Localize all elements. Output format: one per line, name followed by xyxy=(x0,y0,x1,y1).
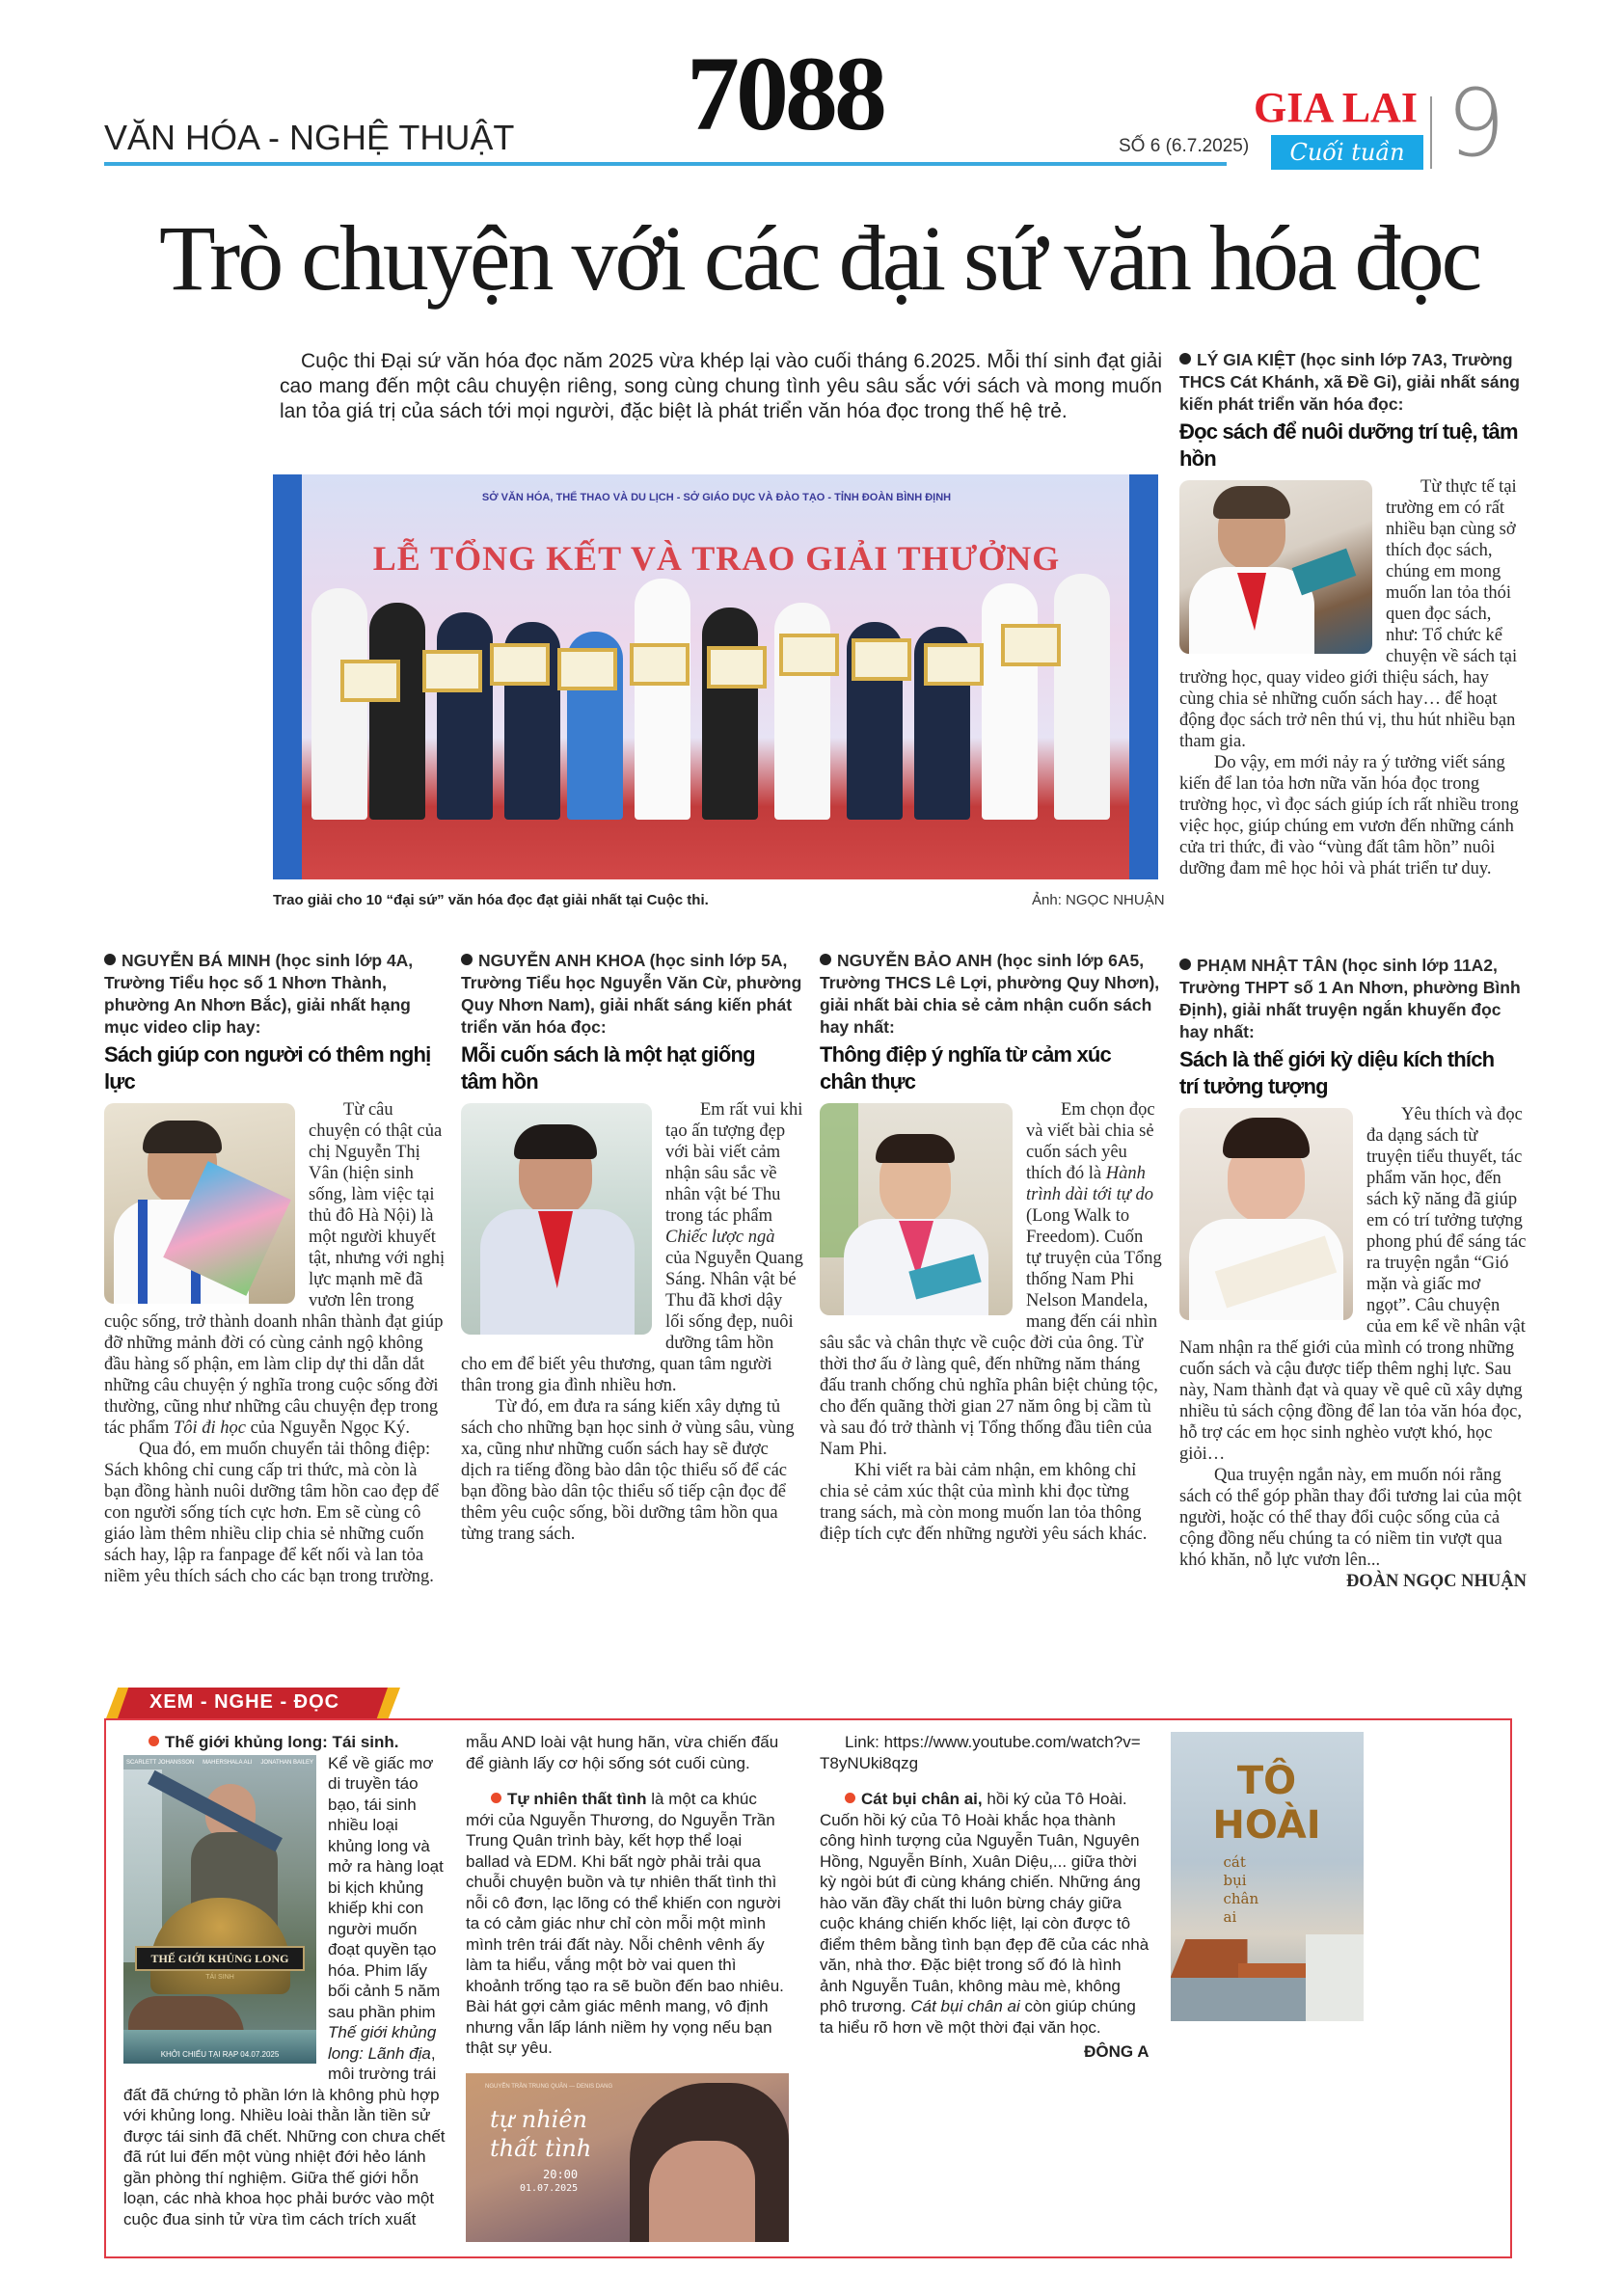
profile-nguyen-bao-anh xyxy=(820,950,1162,1545)
review-book xyxy=(820,1789,1150,2038)
profile-paragraph: Từ thực tế tại trường em có rất nhiều bạn cùng sở thích đọc sách, chúng em mong muốn lan tỏa thói quen đọc sách, như: Tổ chức kể chuyện về sách tại trường học, quay video giới thiệu sách, hay cùng chia sẻ những cuốn sách hay… để hoạt động đọc sách trở nên thú vị, thu hút nhiều bạn tham gia. xyxy=(1179,477,1518,751)
author-signature: ĐOÀN NGỌC NHUẬN xyxy=(1345,1572,1527,1591)
section-name: VĂN HÓA - NGHỆ THUẬT xyxy=(104,118,515,157)
cover-title-2: thất tình xyxy=(490,2135,592,2162)
book-title: Chiếc lược ngà xyxy=(665,1228,775,1247)
poster-actor: MAHERSHALA ALI xyxy=(203,1759,253,1766)
photo-credit: Ảnh: NGỌC NHUẬN xyxy=(1032,892,1165,908)
banner-organizers: SỞ VĂN HÓA, THỂ THAO VÀ DU LỊCH - SỞ GIÁO DỤC VÀ ĐÀO TẠO - TỈNH ĐOÀN BÌNH ĐỊNH xyxy=(481,492,952,503)
cover-credits: NGUYỄN TRẦN TRUNG QUÂN — DENIS DANG xyxy=(485,2084,613,2090)
banner-ceremony-title: LỄ TỔNG KẾT VÀ TRAO GIẢI THƯỞNG xyxy=(372,539,1061,578)
photo-nguyen-anh-khoa xyxy=(461,1103,652,1335)
profile-title-line2: tâm hồn xyxy=(461,1069,538,1094)
poster-actor: JONATHAN BAILEY xyxy=(260,1759,313,1766)
bullet-icon xyxy=(104,954,116,965)
headline: Trò chuyện với các đại sứ văn hóa đọc xyxy=(159,206,1480,310)
profile-paragraph: Từ câu chuyện có thật của chị Nguyễn Thị Vân (hiện sinh sống, làm việc tại thủ đô Hà Nội) là một người khuyết tật, nhưng với nghị lực mạnh mẽ đã vươn lên trong cuộc sống, trở thành doanh nhân thành đạt giúp đỡ những mảnh đời có cùng cảnh ngộ không đầu hàng số phận, em làm clip dự thi dẫn dắt những câu chuyện ý nghĩa trong cuộc sống đời thường, cũng như những câu chuyện đẹp trong tác phẩm xyxy=(104,1100,446,1438)
profile-paragraph: (Long Walk to Freedom). Cuốn tự truyện của Tổng thống Nam Phi Nelson Mandela, mang đến cái nhìn sâu sắc và chân thực về cuộc đời của ông. Từ thời thơ ấu ở làng quê, đến những năm tháng đấu tranh chống chủ nghĩa phân biệt chủng tộc, cho đến quãng thời gian 27 năm ông bị cầm tù và sau đó trở thành vị Tổng thống đầu tiên của Nam Phi. xyxy=(820,1206,1162,1459)
review-song xyxy=(466,1789,789,2059)
profile-paragraph: của Nguyễn Ngọc Ký. xyxy=(245,1418,411,1438)
profile-title-line2: chân thực xyxy=(820,1069,916,1094)
brand-logo-cuoi-tuan: Cuối tuần xyxy=(1271,135,1423,170)
profile-paragraph-closing xyxy=(1179,1465,1527,1591)
profile-title: Mỗi cuốn sách là một hạt giống xyxy=(461,1042,755,1067)
profile-title-line2: trí tưởng tượng xyxy=(1179,1074,1328,1098)
photo-nguyen-ba-minh xyxy=(104,1103,295,1304)
review-text: hồi ký của Tô Hoài. Cuốn hồi ký của Tô Hoài khắc họa thành công hình tượng của Nguyễn Tuân, Nguyên Hồng, Nguyễn Bính, Xuân Diệu,... giữa thời kỳ ngòi bút đi cùng kháng chiến. Những áng hào văn đầy chất thi luôn bừng cháy giữa cuộc kháng chiến khốc liệt, lại còn được tô điểm thêm bằng tình bạn đẹp đẽ của các nhà văn, nhà thơ. Đặc biệt trong số đó là hình ảnh Nguyễn Tuân, không màu mè, không phô trương. xyxy=(820,1790,1150,2015)
hero-caption: Trao giải cho 10 “đại sứ” văn hóa đọc đạt giải nhất tại Cuộc thi. xyxy=(273,892,709,908)
profile-title: Sách là thế giới kỳ diệu kích thích xyxy=(1179,1047,1495,1071)
profile-intro-text: NGUYỄN BẢO ANH (học sinh lớp 6A5, Trường THCS Lê Lợi, phường Quy Nhơn), giải nhất bài chia sẻ cảm nhận cuốn sách hay nhất: xyxy=(820,951,1160,1037)
poster-release: KHỞI CHIẾU TẠI RẠP 04.07.2025 xyxy=(160,2049,280,2059)
photo-pham-nhat-tan xyxy=(1179,1108,1353,1320)
photo-ly-gia-kiet xyxy=(1179,480,1372,654)
page-number: 9 xyxy=(1447,69,1506,177)
profile-paragraph: Em chọn đọc và viết bài chia sẻ cuốn sách yêu thích đó là xyxy=(1026,1100,1155,1183)
profile-paragraph: Yêu thích và đọc đa dạng sách từ truyện tiểu thuyết, tác phẩm văn học, đến sách kỹ năng đã giúp em có trí tưởng tượng phong phú để sáng tác ra truyện ngắn “Gió mặn và giấc mơ ngọt”. Câu chuyện của em kể về nhân vật Nam nhận ra thế giới của mình có trong những cuốn sách và cậu được tiếp thêm nghị lực. Sau này, Nam thành đạt và quay về quê cũ xây dựng nhiều tủ sách cộng đồng để lan tỏa văn hóa đọc, hỗ trợ các em học sinh nghèo vượt khó, học giỏi… xyxy=(1179,1105,1527,1464)
bullet-icon xyxy=(1179,959,1191,970)
review-title: Thế giới khủng long: Tái sinh. xyxy=(165,1733,399,1751)
profile-nguyen-ba-minh xyxy=(104,950,446,1587)
profile-ly-gia-kiet xyxy=(1179,349,1527,879)
book-title: Tôi đi học xyxy=(173,1418,246,1438)
profile-paragraph: Từ đó, em đưa ra sáng kiến xây dựng tủ sách cho những bạn học sinh ở vùng sâu, vùng xa, cũng như những cuốn sách hay sẽ được dịch ra tiếng đồng bào dân tộc thiểu số để các bạn đồng bào dân tộc thiểu số tiếp cận đọc để thêm yêu cuộc sống, bồi dưỡng tâm hồn qua từng trang sách. xyxy=(461,1397,795,1544)
profile-title: Thông điệp ý nghĩa từ cảm xúc xyxy=(820,1042,1111,1067)
cover-time: 20:00 xyxy=(543,2168,579,2181)
profile-title: Đọc sách để nuôi dưỡng trí tuệ, tâm hồn xyxy=(1179,419,1518,471)
header-rule xyxy=(104,162,1227,166)
book-title: Cát bụi chân ai xyxy=(910,1997,1020,2015)
brand-divider xyxy=(1430,96,1432,169)
profile-intro xyxy=(1179,349,1527,416)
review-text: , môi trường trái đất đã chứng tỏ phần lớn là không phù hợp với khủng long. Nhiều loài thằn lằn tiền sử được tái sinh đã chết. Những con chưa chết đã rút lui đến một vùng nhiệt đới hẻo lánh gần phòng thí nghiệm. Giữa thế giới hỗn loạn, các nhà khoa học phải bước vào một cuộc đua sinh tử vừa tìm cách trích xuất mẫu AND loài vật hung hãn, vừa chiến đấu để giành lấy cơ hội sống sót cuối cùng. xyxy=(123,1733,779,2228)
bullet-icon xyxy=(461,954,473,965)
profile-paragraph: Khi viết ra bài cảm nhận, em không chỉ chia sẻ cảm xúc thật của mình khi đọc từng trang sách, mà còn mong muốn lan tỏa thông điệp tích cực đến những người yêu sách khác. xyxy=(820,1461,1148,1544)
poster-jurassic-world xyxy=(123,1755,316,2064)
lede: Cuộc thi Đại sứ văn hóa đọc năm 2025 vừa khép lại vào cuối tháng 6.2025. Mỗi thí sinh đạt giải cao mang đến một câu chuyện riêng, song cùng chung tình yêu sâu sắc với sách và mong muốn lan tỏa giá trị của sách tới mọi người, đặc biệt là phát triển văn hóa đọc trong thế hệ trẻ. xyxy=(280,350,1162,422)
review-text: là một ca khúc mới của Nguyễn Thương, do Nguyễn Trần Trung Quân trình bày, kết hợp thể loại ballad và EDM. Khi bất ngờ phải trải qua chuỗi chuyện buồn và tự nhiên thất tình thì nỗi cô đơn, lạc lõng có thể khiến con người ta có cảm giác như chỉ còn mỗi một mình mình trên trái đất này. Nỗi chênh vênh ấy làm ta hiểu, vắng một bờ vai quen thì khoảnh trống tạo ra sẽ buồn đến bao nhiêu. Bài hát gợi cảm giác mênh mang, vô định nhưng vẫn lấp lánh niềm hy vọng nếu bạn thật sự yêu. xyxy=(466,1790,784,2057)
review-title: Cát bụi chân ai, xyxy=(861,1790,983,1808)
book-title: Hành trình dài tới tự do xyxy=(1026,1164,1154,1204)
profile-intro-text: PHẠM NHẬT TÂN (học sinh lớp 11A2, Trường THPT số 1 An Nhơn, phường Bình Định), giải nhất truyện ngắn khuyến đọc hay nhất: xyxy=(1179,956,1521,1041)
review-text: Kể về giấc mơ di truyền táo bạo, tái sinh nhiều loại khủng long và mở ra hàng loạt bi kịch khủng khiếp khi con người muốn đoạt quyền tạo hóa. Phim lấy bối cảnh 5 năm sau phần phim xyxy=(328,1753,444,2021)
poster-title: THẾ GIỚI KHỦNG LONG xyxy=(135,1946,305,1971)
poster-actor: SCARLETT JOHANSSON xyxy=(126,1759,195,1766)
review-title: Tự nhiên thất tình xyxy=(507,1790,647,1808)
profile-pham-nhat-tan xyxy=(1179,955,1527,1592)
cover-author: TÔ HOÀI xyxy=(1212,1759,1321,1848)
review-text: còn giúp chúng ta hiểu rõ hơn về một thời đại văn học. xyxy=(820,1997,1136,2037)
section-tab-xem-nghe-doc xyxy=(106,1688,400,1718)
cover-tu-nhien-that-tinh xyxy=(466,2073,789,2242)
bullet-icon xyxy=(491,1793,501,1803)
profile-paragraph: Qua truyện ngắn này, em muốn nói rằng sách có thể góp phần thay đổi tương lai của một người, hoặc có thể thay đổi cuộc sống của cả cộng đồng nếu chúng ta có niềm tin vượt qua khó khăn, nỗ lực vươn lên... xyxy=(1179,1466,1522,1570)
profile-intro-text: LÝ GIA KIỆT (học sinh lớp 7A3, Trường THCS Cát Khánh, xã Đề Gi), giải nhất sáng kiến phát triển văn hóa đọc: xyxy=(1179,350,1520,414)
profile-paragraph: Do vậy, em mới nảy ra ý tưởng viết sáng kiến để lan tỏa hơn nữa văn hóa đọc trong trường học, vì đọc sách giúp ích rất nhiều trong việc học, giúp chúng em vươn đến những cánh cửa tri thức, đi vào “vùng đất tâm hồn” nuôi dưỡng đam mê học hỏi và phát triển tư duy. xyxy=(1179,753,1519,878)
bullet-icon xyxy=(149,1736,159,1746)
cover-title-1: tự nhiên xyxy=(490,2106,587,2133)
profile-paragraph: Qua đó, em muốn chuyển tải thông điệp: Sách không chỉ cung cấp tri thức, mà còn là bạn đồng hành nuôi dưỡng tâm hồn cao đẹp để con người sống tích cực hơn. Em sẽ cùng cô giáo làm thêm nhiều clip chia sẻ những cuốn sách hay, lập ra fanpage để kết nối và lan tỏa niềm yêu thích sách cho các bạn trong trường. xyxy=(104,1440,440,1586)
profile-paragraph: của Nguyễn Quang Sáng. Nhân vật bé Thu đã khơi dậy lối sống đẹp, nuôi dưỡng tâm hồn cho em để biết yêu thương, quan tâm người thân trong gia đình nhiều hơn. xyxy=(461,1249,803,1395)
profile-intro-text: NGUYỄN BÁ MINH (học sinh lớp 4A, Trường Tiểu học số 1 Nhơn Thành, phường An Nhơn Bắc), giải nhất hạng mục video clip hay: xyxy=(104,951,414,1037)
author-signature: ĐÔNG A xyxy=(1084,2042,1150,2061)
profile-title: Sách giúp con người có thêm nghị lực xyxy=(104,1042,431,1094)
issue-date: SỐ 6 (6.7.2025) xyxy=(1119,136,1250,156)
profile-nguyen-anh-khoa xyxy=(461,950,803,1545)
profile-paragraph: Em rất vui khi tạo ấn tượng đẹp với bài viết cảm nhận sâu sắc về nhân vật bé Thu trong tác phẩm xyxy=(665,1100,803,1226)
movie-title: Thế giới khủng long: Lãnh địa xyxy=(328,2023,437,2063)
cover-date: 01.07.2025 xyxy=(520,2183,579,2194)
photo-nguyen-bao-anh xyxy=(820,1103,1013,1315)
review-link-and-book xyxy=(820,1732,1500,2248)
cover-cat-bui-chan-ai xyxy=(1171,1732,1364,2021)
profile-intro-text: NGUYỄN ANH KHOA (học sinh lớp 5A, Trường Tiểu học Nguyễn Văn Cừ, phường Quy Nhơn Nam), giải nhất sáng kiến phát triển văn hóa đọc: xyxy=(461,951,802,1037)
bullet-icon xyxy=(845,1793,855,1803)
section-tab-label: XEM - NGHE - ĐỌC xyxy=(149,1691,340,1713)
bullet-icon xyxy=(820,954,831,965)
bullet-icon xyxy=(1179,353,1191,365)
brand-logo-gia-lai: GIA LAI xyxy=(1254,84,1418,131)
cover-book-title: cát bụi chân ai xyxy=(1223,1853,1259,1926)
hero-photo-award-ceremony xyxy=(273,474,1158,879)
issue-number: 7088 xyxy=(687,35,883,152)
youtube-link[interactable]: Link: https://www.youtube.com/watch?v=T8yNUki8qzg xyxy=(820,1733,1141,1772)
review-song-link xyxy=(820,1732,1150,1773)
poster-subtitle: TÁI SINH xyxy=(205,1973,234,1981)
